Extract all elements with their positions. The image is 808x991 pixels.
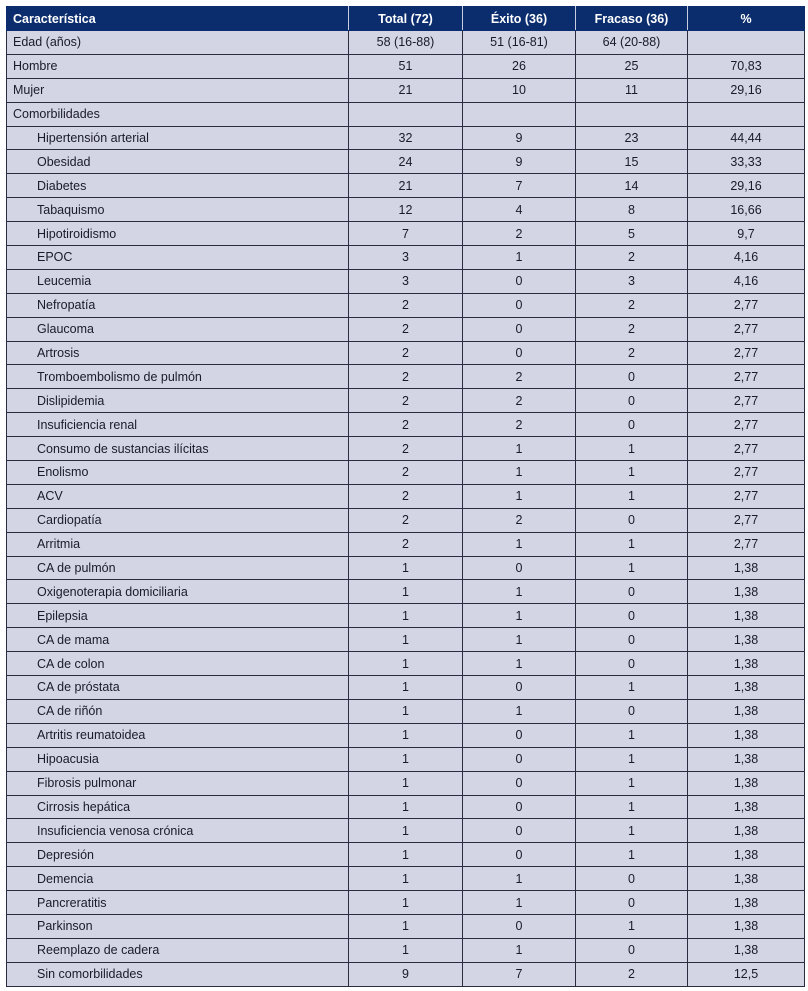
cell-fracaso: 1: [576, 843, 688, 867]
table-row: [7, 556, 805, 580]
cell-percent: 1,38: [688, 604, 805, 628]
cell-percent: 2,77: [688, 437, 805, 461]
cell-exito: [463, 102, 576, 126]
cell-percent: 16,66: [688, 198, 805, 222]
cell-fracaso: [576, 102, 688, 126]
table-row: [7, 795, 805, 819]
cell-exito: 26: [463, 54, 576, 78]
cell-total: 2: [349, 461, 463, 485]
cell-exito: 0: [463, 293, 576, 317]
cell-percent: 1,38: [688, 891, 805, 915]
cell-total: 2: [349, 365, 463, 389]
cell-percent: 1,38: [688, 843, 805, 867]
cell-fracaso: 11: [576, 78, 688, 102]
table-row: [7, 246, 805, 270]
cell-fracaso: 1: [576, 723, 688, 747]
cell-fracaso: 0: [576, 580, 688, 604]
cell-exito: 1: [463, 246, 576, 270]
cell-percent: 1,38: [688, 580, 805, 604]
cell-total: 1: [349, 652, 463, 676]
cell-total: 2: [349, 532, 463, 556]
row-label: Edad (años): [7, 31, 349, 55]
cell-percent: 1,38: [688, 723, 805, 747]
cell-fracaso: 0: [576, 938, 688, 962]
row-label: CA de mama: [7, 628, 349, 652]
cell-total: 12: [349, 198, 463, 222]
row-label: Sin comorbilidades: [7, 962, 349, 986]
cell-fracaso: 2: [576, 293, 688, 317]
table-row: [7, 126, 805, 150]
table-row: [7, 102, 805, 126]
table-row: [7, 413, 805, 437]
cell-fracaso: 25: [576, 54, 688, 78]
cell-fracaso: 0: [576, 389, 688, 413]
cell-fracaso: 1: [576, 556, 688, 580]
table-row: [7, 891, 805, 915]
table-row: [7, 317, 805, 341]
table-row: [7, 962, 805, 986]
table-row: [7, 938, 805, 962]
cell-exito: 1: [463, 652, 576, 676]
table-row: [7, 771, 805, 795]
cell-fracaso: 1: [576, 819, 688, 843]
cell-percent: 2,77: [688, 389, 805, 413]
cell-exito: 1: [463, 628, 576, 652]
cell-exito: 1: [463, 484, 576, 508]
characteristics-table: [6, 6, 805, 987]
cell-exito: 1: [463, 461, 576, 485]
table-row: [7, 723, 805, 747]
cell-percent: 1,38: [688, 914, 805, 938]
cell-percent: 1,38: [688, 652, 805, 676]
cell-total: 21: [349, 174, 463, 198]
row-label: Pancreratitis: [7, 891, 349, 915]
table-row: [7, 628, 805, 652]
cell-fracaso: 0: [576, 413, 688, 437]
cell-percent: 1,38: [688, 819, 805, 843]
row-label: Enolismo: [7, 461, 349, 485]
cell-exito: 0: [463, 676, 576, 700]
header-total: Total (72): [349, 7, 463, 31]
cell-fracaso: 1: [576, 914, 688, 938]
cell-percent: 1,38: [688, 699, 805, 723]
cell-percent: [688, 31, 805, 55]
cell-total: 1: [349, 580, 463, 604]
cell-fracaso: 1: [576, 437, 688, 461]
row-label: CA de pulmón: [7, 556, 349, 580]
table-body: [7, 31, 805, 987]
cell-exito: 1: [463, 938, 576, 962]
cell-total: 1: [349, 819, 463, 843]
row-label: ACV: [7, 484, 349, 508]
cell-total: 1: [349, 747, 463, 771]
row-label: EPOC: [7, 246, 349, 270]
row-label: Hipoacusia: [7, 747, 349, 771]
cell-percent: 2,77: [688, 365, 805, 389]
cell-fracaso: 0: [576, 365, 688, 389]
cell-total: 1: [349, 843, 463, 867]
cell-percent: 70,83: [688, 54, 805, 78]
cell-total: 32: [349, 126, 463, 150]
cell-exito: 7: [463, 962, 576, 986]
cell-total: 58 (16-88): [349, 31, 463, 55]
row-label: Mujer: [7, 78, 349, 102]
cell-percent: 2,77: [688, 532, 805, 556]
table-row: [7, 222, 805, 246]
cell-total: 2: [349, 413, 463, 437]
cell-exito: 1: [463, 532, 576, 556]
row-label: CA de colon: [7, 652, 349, 676]
table-row: [7, 580, 805, 604]
cell-percent: 9,7: [688, 222, 805, 246]
cell-percent: 1,38: [688, 556, 805, 580]
table-row: [7, 867, 805, 891]
row-label: Obesidad: [7, 150, 349, 174]
cell-fracaso: 1: [576, 532, 688, 556]
cell-total: 1: [349, 914, 463, 938]
cell-exito: 1: [463, 699, 576, 723]
cell-percent: 2,77: [688, 341, 805, 365]
cell-exito: 9: [463, 126, 576, 150]
cell-percent: 1,38: [688, 747, 805, 771]
cell-fracaso: 14: [576, 174, 688, 198]
cell-percent: 44,44: [688, 126, 805, 150]
row-label: Hipertensión arterial: [7, 126, 349, 150]
row-label: Glaucoma: [7, 317, 349, 341]
row-label: Demencia: [7, 867, 349, 891]
cell-fracaso: 15: [576, 150, 688, 174]
row-label: Insuficiencia renal: [7, 413, 349, 437]
row-label: Oxigenoterapia domiciliaria: [7, 580, 349, 604]
table-row: [7, 54, 805, 78]
cell-total: 24: [349, 150, 463, 174]
table-row: [7, 484, 805, 508]
cell-total: 1: [349, 628, 463, 652]
cell-percent: 1,38: [688, 867, 805, 891]
cell-fracaso: 1: [576, 795, 688, 819]
table-row: [7, 819, 805, 843]
cell-fracaso: 64 (20-88): [576, 31, 688, 55]
cell-total: 2: [349, 317, 463, 341]
table-row: [7, 843, 805, 867]
cell-percent: 1,38: [688, 676, 805, 700]
header-exito: Éxito (36): [463, 7, 576, 31]
cell-total: 1: [349, 771, 463, 795]
table-row: [7, 532, 805, 556]
table-row: [7, 341, 805, 365]
cell-total: 2: [349, 437, 463, 461]
cell-total: 1: [349, 938, 463, 962]
cell-percent: 2,77: [688, 508, 805, 532]
cell-exito: 1: [463, 867, 576, 891]
row-label: Reemplazo de cadera: [7, 938, 349, 962]
cell-exito: 0: [463, 556, 576, 580]
cell-total: 1: [349, 723, 463, 747]
cell-total: 1: [349, 795, 463, 819]
table-row: [7, 914, 805, 938]
cell-exito: 1: [463, 437, 576, 461]
cell-total: 1: [349, 891, 463, 915]
cell-fracaso: 0: [576, 604, 688, 628]
cell-percent: 2,77: [688, 317, 805, 341]
cell-total: 51: [349, 54, 463, 78]
row-label: Insuficiencia venosa crónica: [7, 819, 349, 843]
cell-exito: 2: [463, 508, 576, 532]
cell-total: 2: [349, 341, 463, 365]
cell-fracaso: 0: [576, 867, 688, 891]
row-label: Artritis reumatoidea: [7, 723, 349, 747]
cell-exito: 0: [463, 795, 576, 819]
cell-exito: 10: [463, 78, 576, 102]
cell-percent: [688, 102, 805, 126]
table-row: [7, 747, 805, 771]
cell-percent: 1,38: [688, 938, 805, 962]
cell-total: 21: [349, 78, 463, 102]
cell-exito: 1: [463, 604, 576, 628]
cell-fracaso: 1: [576, 747, 688, 771]
table-row: [7, 150, 805, 174]
row-label: Nefropatía: [7, 293, 349, 317]
cell-exito: 2: [463, 389, 576, 413]
row-label: Tabaquismo: [7, 198, 349, 222]
cell-fracaso: 1: [576, 461, 688, 485]
cell-percent: 2,77: [688, 293, 805, 317]
table-header: [7, 7, 805, 31]
cell-fracaso: 0: [576, 699, 688, 723]
table-row: [7, 174, 805, 198]
row-label: Consumo de sustancias ilícitas: [7, 437, 349, 461]
row-label: Artrosis: [7, 341, 349, 365]
cell-exito: 2: [463, 222, 576, 246]
cell-percent: 29,16: [688, 78, 805, 102]
cell-fracaso: 23: [576, 126, 688, 150]
table-row: [7, 461, 805, 485]
cell-fracaso: 2: [576, 317, 688, 341]
cell-total: 2: [349, 389, 463, 413]
cell-total: [349, 102, 463, 126]
cell-fracaso: 8: [576, 198, 688, 222]
cell-fracaso: 0: [576, 652, 688, 676]
row-label: Hipotiroidismo: [7, 222, 349, 246]
cell-percent: 33,33: [688, 150, 805, 174]
cell-exito: 0: [463, 914, 576, 938]
cell-fracaso: 1: [576, 676, 688, 700]
row-label: Epilepsia: [7, 604, 349, 628]
table-row: [7, 293, 805, 317]
cell-percent: 1,38: [688, 628, 805, 652]
header-fracaso: Fracaso (36): [576, 7, 688, 31]
cell-percent: 12,5: [688, 962, 805, 986]
cell-total: 1: [349, 556, 463, 580]
row-label: Tromboembolismo de pulmón: [7, 365, 349, 389]
table-row: [7, 508, 805, 532]
cell-exito: 0: [463, 317, 576, 341]
row-label: Diabetes: [7, 174, 349, 198]
cell-exito: 1: [463, 580, 576, 604]
table-row: [7, 676, 805, 700]
row-label: Cirrosis hepática: [7, 795, 349, 819]
table-row: [7, 31, 805, 55]
cell-total: 2: [349, 293, 463, 317]
cell-exito: 7: [463, 174, 576, 198]
row-label: CA de próstata: [7, 676, 349, 700]
table-row: [7, 269, 805, 293]
row-label: Hombre: [7, 54, 349, 78]
cell-fracaso: 2: [576, 962, 688, 986]
cell-exito: 2: [463, 365, 576, 389]
cell-fracaso: 2: [576, 341, 688, 365]
table-container: [6, 6, 805, 987]
cell-percent: 2,77: [688, 484, 805, 508]
cell-exito: 0: [463, 747, 576, 771]
row-label: Comorbilidades: [7, 102, 349, 126]
cell-percent: 4,16: [688, 246, 805, 270]
row-label: Leucemia: [7, 269, 349, 293]
cell-total: 1: [349, 867, 463, 891]
cell-percent: 2,77: [688, 413, 805, 437]
header-percent: %: [688, 7, 805, 31]
row-label: Arritmia: [7, 532, 349, 556]
table-row: [7, 365, 805, 389]
row-label: Parkinson: [7, 914, 349, 938]
cell-fracaso: 1: [576, 484, 688, 508]
cell-percent: 1,38: [688, 795, 805, 819]
table-row: [7, 78, 805, 102]
cell-fracaso: 1: [576, 771, 688, 795]
cell-total: 9: [349, 962, 463, 986]
cell-exito: 0: [463, 771, 576, 795]
table-row: [7, 652, 805, 676]
row-label: Depresión: [7, 843, 349, 867]
cell-fracaso: 0: [576, 508, 688, 532]
cell-fracaso: 5: [576, 222, 688, 246]
cell-total: 1: [349, 676, 463, 700]
cell-percent: 4,16: [688, 269, 805, 293]
cell-total: 1: [349, 604, 463, 628]
cell-exito: 4: [463, 198, 576, 222]
cell-exito: 0: [463, 269, 576, 293]
table-row: [7, 198, 805, 222]
cell-exito: 0: [463, 819, 576, 843]
table-row: [7, 604, 805, 628]
header-row: [7, 7, 805, 31]
cell-exito: 0: [463, 723, 576, 747]
table-row: [7, 699, 805, 723]
row-label: Fibrosis pulmonar: [7, 771, 349, 795]
cell-total: 3: [349, 246, 463, 270]
cell-exito: 0: [463, 341, 576, 365]
cell-exito: 2: [463, 413, 576, 437]
cell-fracaso: 2: [576, 246, 688, 270]
cell-percent: 29,16: [688, 174, 805, 198]
cell-fracaso: 3: [576, 269, 688, 293]
header-characteristic: Característica: [7, 7, 349, 31]
cell-percent: 1,38: [688, 771, 805, 795]
cell-exito: 51 (16-81): [463, 31, 576, 55]
row-label: Dislipidemia: [7, 389, 349, 413]
table-row: [7, 437, 805, 461]
cell-fracaso: 0: [576, 891, 688, 915]
cell-exito: 1: [463, 891, 576, 915]
cell-percent: 2,77: [688, 461, 805, 485]
cell-total: 7: [349, 222, 463, 246]
cell-total: 2: [349, 484, 463, 508]
cell-total: 1: [349, 699, 463, 723]
cell-fracaso: 0: [576, 628, 688, 652]
row-label: CA de riñón: [7, 699, 349, 723]
cell-exito: 0: [463, 843, 576, 867]
table-row: [7, 389, 805, 413]
cell-total: 3: [349, 269, 463, 293]
row-label: Cardiopatía: [7, 508, 349, 532]
cell-exito: 9: [463, 150, 576, 174]
cell-total: 2: [349, 508, 463, 532]
